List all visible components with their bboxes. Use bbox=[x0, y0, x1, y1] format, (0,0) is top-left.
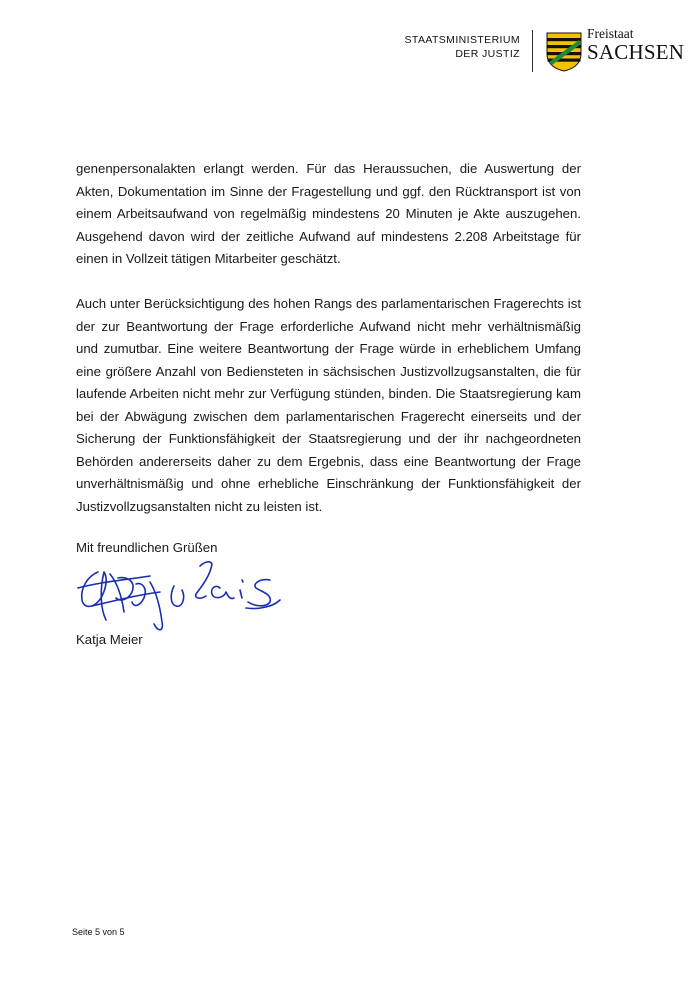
state-logo-text bbox=[587, 27, 684, 63]
ministry-name-line1: STAATSMINISTERIUM bbox=[404, 34, 520, 46]
paragraph-1: genenpersonalakten erlangt werden. Für das Heraussuchen, die Auswertung der Akten, Dokumentation im Sinne der Fragestellung und ggf. den Rücktransport ist von einem Arbeitsaufwand von regelmäßig mindestens 20 Minuten je Akte auszugehen. Ausgehend davon wird der zeitliche Aufwand auf mindestens 2.208 Arbeitstage für einen in Vollzeit tätigen Mitarbeiter geschätzt. bbox=[76, 161, 581, 266]
logo-freistaat: Freistaat bbox=[587, 26, 634, 41]
paragraph-2: Auch unter Berücksichtigung des hohen Rangs des parlamentarischen Fragerechts ist der zur Beantwortung der Frage erforderliche Aufwand nicht mehr verhältnismäßig und zumutbar. Eine weitere Beantwortung der Frage würde in erheblichem Umfang eine größere Anzahl von Bediensteten in sächsischen Justizvollzugsanstalten, die für laufende Arbeiten nicht mehr zur Verfügung stünden, binden. Die Staatsregierung kam bei der Abwägung zwischen dem parlamentarischen Fragerecht einerseits und der Sicherung der Funktionsfähigkeit der Staatsregierung und der ihr nachgeordneten Behörden andererseits daher zu dem Ergebnis, dass eine Beantwortung der Frage unverhältnismäßig und ohne erhebliche Einschränkung der Funktionsfähigkeit der Justizvollzugsanstalten nicht zu leisten ist. bbox=[76, 296, 581, 514]
handwritten-signature bbox=[70, 548, 285, 633]
saxony-crest-icon bbox=[546, 32, 582, 72]
closing-greeting: Mit freundlichen Grüßen bbox=[76, 540, 218, 555]
ministry-name bbox=[405, 33, 521, 61]
signer-name: Katja Meier bbox=[76, 632, 143, 647]
logo-sachsen: SACHSEN bbox=[587, 40, 685, 64]
ministry-name-line2: DER JUSTIZ bbox=[455, 48, 520, 60]
header-divider bbox=[532, 30, 533, 72]
letter-body bbox=[76, 158, 581, 518]
page-number: Seite 5 von 5 bbox=[72, 927, 125, 937]
